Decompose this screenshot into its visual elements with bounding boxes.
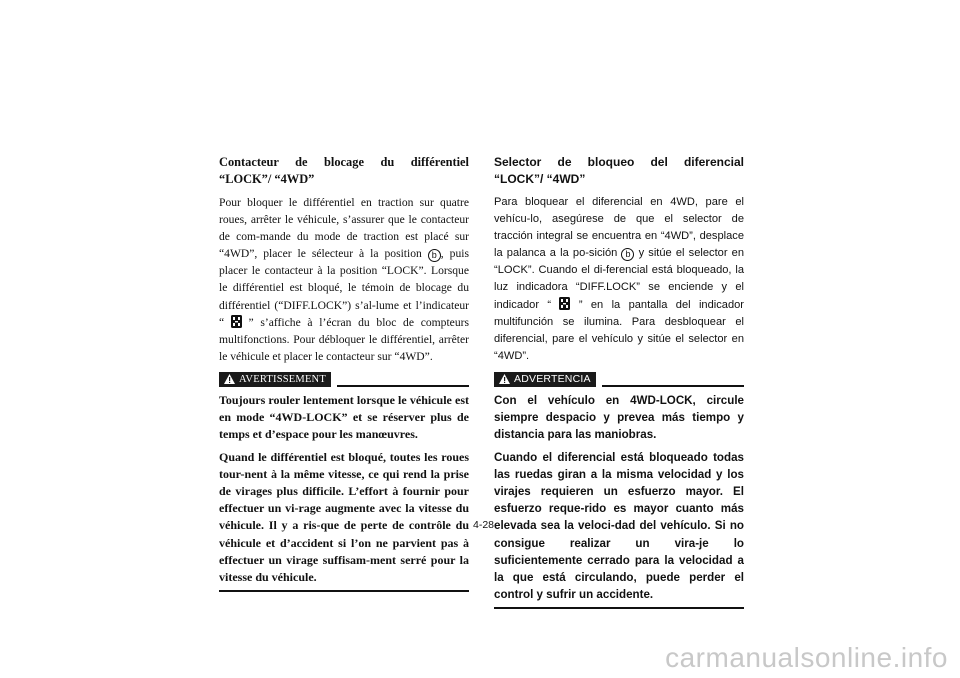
french-body-part2: , puis placer le contacteur à la position “LOCK”. Lorsque le différentiel est bloqué, le témoin de blocage du différentiel (“DIFF.LOCK”) s’al-lume et l’indicateur “: [219, 247, 469, 329]
french-body-part3: ” s’affiche à l’écran du bloc de compteurs multifonctions. Pour débloquer le différentiel, arrêter le véhicule et placer le contacteur sur “4WD”.: [219, 315, 469, 363]
french-body-part1: Pour bloquer le différentiel en traction sur quatre roues, arrêter le véhicule, s’assurer que le contacteur de com-mande du mode de traction est placé sur “4WD”, placer le sélecteur à la position: [219, 196, 469, 261]
spanish-warning-header: [494, 372, 744, 387]
spanish-warning-label: ADVERTENCIA: [514, 373, 591, 386]
french-warning-p1: Toujours rouler lentement lorsque le véhicule est en mode “4WD-LOCK” et se réserver plus de temps et d’espace pour les manœuvres.: [219, 392, 469, 442]
spanish-warning-badge: [494, 372, 596, 387]
spanish-end-rule: [494, 607, 744, 609]
spanish-warning-p1: Con el vehículo en 4WD-LOCK, circule siempre despacio y prevea más tiempo y distancia para las maniobras.: [494, 393, 744, 442]
french-warning-p2: Quand le différentiel est bloqué, toutes les roues tour-nent à la même vitesse, ce qui rend la prise de virages plus difficile. L’effort à fournir pour effectuer un vi-rage augmente avec la vitesse du véhicule. Il y a ris-que de perte de contrôle du véhicule et d’accident si l’on ne parvient pas à effectuer un virage suffisam-ment serré pour la vitesse du véhicule.: [219, 449, 469, 584]
french-body: [219, 194, 469, 365]
circled-b-icon: b: [428, 249, 441, 262]
spanish-body-part2: y sitúe el selector en “LOCK”. Cuando el di-ferencial está bloqueado, la luz indicadora “DIFF.LOCK” se enciende y el indicador “: [494, 247, 744, 311]
french-warning-label: AVERTISSEMENT: [239, 373, 326, 385]
page-number: 4-28: [473, 519, 495, 531]
diff-lock-indicator-icon: [231, 315, 242, 328]
diff-lock-indicator-icon: [559, 297, 570, 310]
warning-triangle-icon: [224, 374, 235, 384]
french-column: [219, 154, 469, 592]
warning-triangle-icon: [499, 374, 510, 384]
french-heading: Contacteur de blocage du différentiel “LOCK”/ “4WD”: [219, 155, 469, 186]
spanish-warning-rule: [602, 385, 744, 387]
circled-b-icon: b: [621, 248, 634, 261]
french-warning-badge: [219, 372, 331, 387]
spanish-body-part3: ” en la pantalla del indicador multifunción se ilumina. Para desbloquear el diferencial, pare el vehículo y sitúe el selector en “4WD”.: [494, 298, 744, 362]
french-warning-rule: [337, 385, 469, 387]
spanish-warning-p2: Cuando el diferencial está bloqueado todas las ruedas giran a la misma velocidad y los virajes requieren un esfuerzo mayor. El esfuerzo reque-rido es mayor cuanto más elevada sea la veloci-dad del vehículo. Si no consigue realizar un vira-je lo suficientemente cerrado para la velocidad a la que está circulando, puede perder el control y sufrir un accidente.: [494, 450, 744, 602]
french-end-rule: [219, 590, 469, 592]
spanish-heading: Selector de bloqueo del diferencial “LOCK”/ “4WD”: [494, 155, 744, 186]
spanish-body-part1: Para bloquear el diferencial en 4WD, pare el vehícu-lo, asegúrese de que el selector de tracción integral se encuentra en “4WD”, desplace la palanca a la po-sición: [494, 196, 744, 260]
spanish-body: [494, 194, 744, 365]
french-warning-header: [219, 372, 469, 387]
spanish-column: [494, 154, 744, 609]
watermark: carmanualsonline.info: [665, 642, 948, 673]
